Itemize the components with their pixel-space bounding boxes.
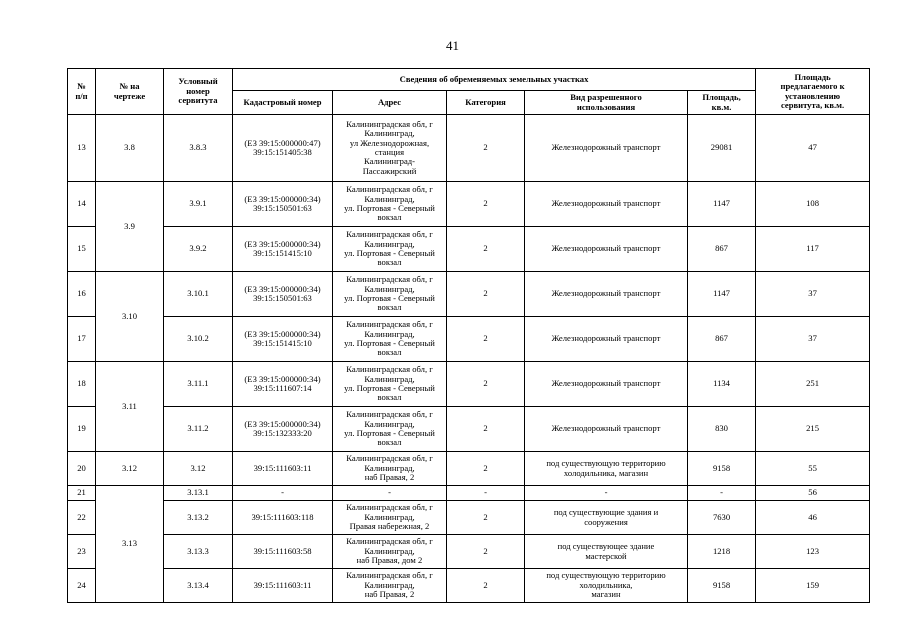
cell-drawing-number: 3.12 [96,452,164,486]
cell-servitude-area: 56 [756,486,870,501]
cell-servitude-number: 3.13.4 [164,569,233,603]
cell-servitude-number: 3.13.3 [164,535,233,569]
cell-usage: Железнодорожный транспорт [525,407,688,452]
cell-num: 15 [68,227,96,272]
header-area: Площадь, кв.м. [688,91,756,115]
cell-usage: Железнодорожный транспорт [525,115,688,182]
table-row [68,227,870,272]
cell-usage: под существующие здания и сооружения [525,501,688,535]
cell-address: Калининградская обл, г Калининград, ул. Портовая - Северный вокзал [333,362,447,407]
cell-cadastral: (ЕЗ 39:15:000000:34) 39:15:151415:10 [233,317,333,362]
cell-cadastral: 39:15:111603:11 [233,569,333,603]
cell-cadastral: 39:15:111603:58 [233,535,333,569]
cell-category: 2 [447,535,525,569]
cell-servitude-number: 3.13.1 [164,486,233,501]
cell-servitude-number: 3.10.1 [164,272,233,317]
cell-address: Калининградская обл, г Калининград, наб Правая, 2 [333,569,447,603]
cell-cadastral: (ЕЗ 39:15:000000:34) 39:15:150501:63 [233,272,333,317]
cell-area: 7630 [688,501,756,535]
cell-area: 1134 [688,362,756,407]
cell-num: 18 [68,362,96,407]
cell-cadastral: (ЕЗ 39:15:000000:34) 39:15:151415:10 [233,227,333,272]
cell-usage: под существующее здание мастерской [525,535,688,569]
header-address: Адрес [333,91,447,115]
cell-drawing-number: 3.10 [96,272,164,362]
cell-servitude-number: 3.11.1 [164,362,233,407]
header-land-plots-group: Сведения об обременяемых земельных участках [233,69,756,91]
cell-category: 2 [447,227,525,272]
header-cadastral: Кадастровый номер [233,91,333,115]
servitude-table [67,68,870,603]
table-row [68,452,870,486]
cell-num: 21 [68,486,96,501]
table-row [68,535,870,569]
cell-num: 19 [68,407,96,452]
header-category: Категория [447,91,525,115]
table-row [68,115,870,182]
cell-area: 1147 [688,272,756,317]
cell-cadastral: (ЕЗ 39:15:000000:34) 39:15:111607:14 [233,362,333,407]
cell-area: 9158 [688,452,756,486]
cell-usage: Железнодорожный транспорт [525,317,688,362]
cell-address: Калининградская обл, г Калининград, ул. Портовая - Северный вокзал [333,407,447,452]
cell-num: 20 [68,452,96,486]
header-drawing-number: № на чертеже [96,69,164,115]
cell-drawing-number: 3.8 [96,115,164,182]
cell-category: 2 [447,569,525,603]
cell-area: - [688,486,756,501]
cell-category: 2 [447,407,525,452]
page-number: 41 [446,38,459,53]
cell-usage: Железнодорожный транспорт [525,362,688,407]
cell-servitude-area: 55 [756,452,870,486]
header-usage: Вид разрешенного использования [525,91,688,115]
cell-servitude-area: 251 [756,362,870,407]
table-row [68,362,870,407]
cell-servitude-area: 123 [756,535,870,569]
cell-drawing-number: 3.13 [96,486,164,603]
cell-drawing-number: 3.11 [96,362,164,452]
cell-usage: под существующую территорию холодильника, магазин [525,452,688,486]
table-row [68,317,870,362]
cell-servitude-number: 3.8.3 [164,115,233,182]
cell-cadastral: - [233,486,333,501]
table-row [68,501,870,535]
cell-address: Калининградская обл, г Калининград, ул Железнодорожная, станция Калининград- Пассажирский [333,115,447,182]
cell-address: - [333,486,447,501]
header-num: № п/п [68,69,96,115]
cell-servitude-area: 37 [756,317,870,362]
cell-servitude-area: 46 [756,501,870,535]
cell-address: Калининградская обл, г Калининград, ул. Портовая - Северный вокзал [333,272,447,317]
cell-num: 17 [68,317,96,362]
cell-address: Калининградская обл, г Калининград, ул. Портовая - Северный вокзал [333,227,447,272]
cell-usage: Железнодорожный транспорт [525,272,688,317]
cell-usage: - [525,486,688,501]
cell-servitude-number: 3.9.1 [164,182,233,227]
cell-servitude-number: 3.13.2 [164,501,233,535]
cell-address: Калининградская обл, г Калининград, ул. Портовая - Северный вокзал [333,182,447,227]
table-row [68,272,870,317]
cell-cadastral: (ЕЗ 39:15:000000:47) 39:15:151405:38 [233,115,333,182]
cell-servitude-area: 37 [756,272,870,317]
header-servitude-number: Условный номер сервитута [164,69,233,115]
cell-category: 2 [447,501,525,535]
cell-num: 13 [68,115,96,182]
cell-category: 2 [447,362,525,407]
cell-servitude-number: 3.12 [164,452,233,486]
cell-servitude-area: 117 [756,227,870,272]
cell-usage: Железнодорожный транспорт [525,227,688,272]
cell-num: 24 [68,569,96,603]
table-row [68,407,870,452]
cell-address: Калининградская обл, г Калининград, Правая набережная, 2 [333,501,447,535]
cell-area: 9158 [688,569,756,603]
cell-address: Калининградская обл, г Калининград, ул. Портовая - Северный вокзал [333,317,447,362]
cell-address: Калининградская обл, г Калининград, наб Правая, 2 [333,452,447,486]
header-servitude-area: Площадь предлагаемого к установлению сервитута, кв.м. [756,69,870,115]
cell-usage: под существующую территорию холодильника, магазин [525,569,688,603]
cell-servitude-area: 47 [756,115,870,182]
cell-area: 1147 [688,182,756,227]
cell-category: 2 [447,317,525,362]
cell-num: 14 [68,182,96,227]
cell-address: Калининградская обл, г Калининград, наб Правая, дом 2 [333,535,447,569]
cell-cadastral: 39:15:111603:118 [233,501,333,535]
cell-category: 2 [447,182,525,227]
cell-servitude-area: 159 [756,569,870,603]
cell-drawing-number: 3.9 [96,182,164,272]
cell-num: 16 [68,272,96,317]
cell-servitude-number: 3.11.2 [164,407,233,452]
cell-servitude-area: 215 [756,407,870,452]
cell-category: 2 [447,452,525,486]
cell-category: 2 [447,272,525,317]
cell-servitude-number: 3.10.2 [164,317,233,362]
cell-area: 29081 [688,115,756,182]
cell-cadastral: (ЕЗ 39:15:000000:34) 39:15:150501:63 [233,182,333,227]
table-row [68,486,870,501]
cell-area: 830 [688,407,756,452]
table-row [68,569,870,603]
cell-area: 867 [688,317,756,362]
cell-area: 1218 [688,535,756,569]
cell-servitude-number: 3.9.2 [164,227,233,272]
cell-category: - [447,486,525,501]
cell-num: 22 [68,501,96,535]
cell-num: 23 [68,535,96,569]
table-row [68,182,870,227]
cell-cadastral: (ЕЗ 39:15:000000:34) 39:15:132333:20 [233,407,333,452]
cell-servitude-area: 108 [756,182,870,227]
cell-category: 2 [447,115,525,182]
cell-area: 867 [688,227,756,272]
cell-usage: Железнодорожный транспорт [525,182,688,227]
cell-cadastral: 39:15:111603:11 [233,452,333,486]
